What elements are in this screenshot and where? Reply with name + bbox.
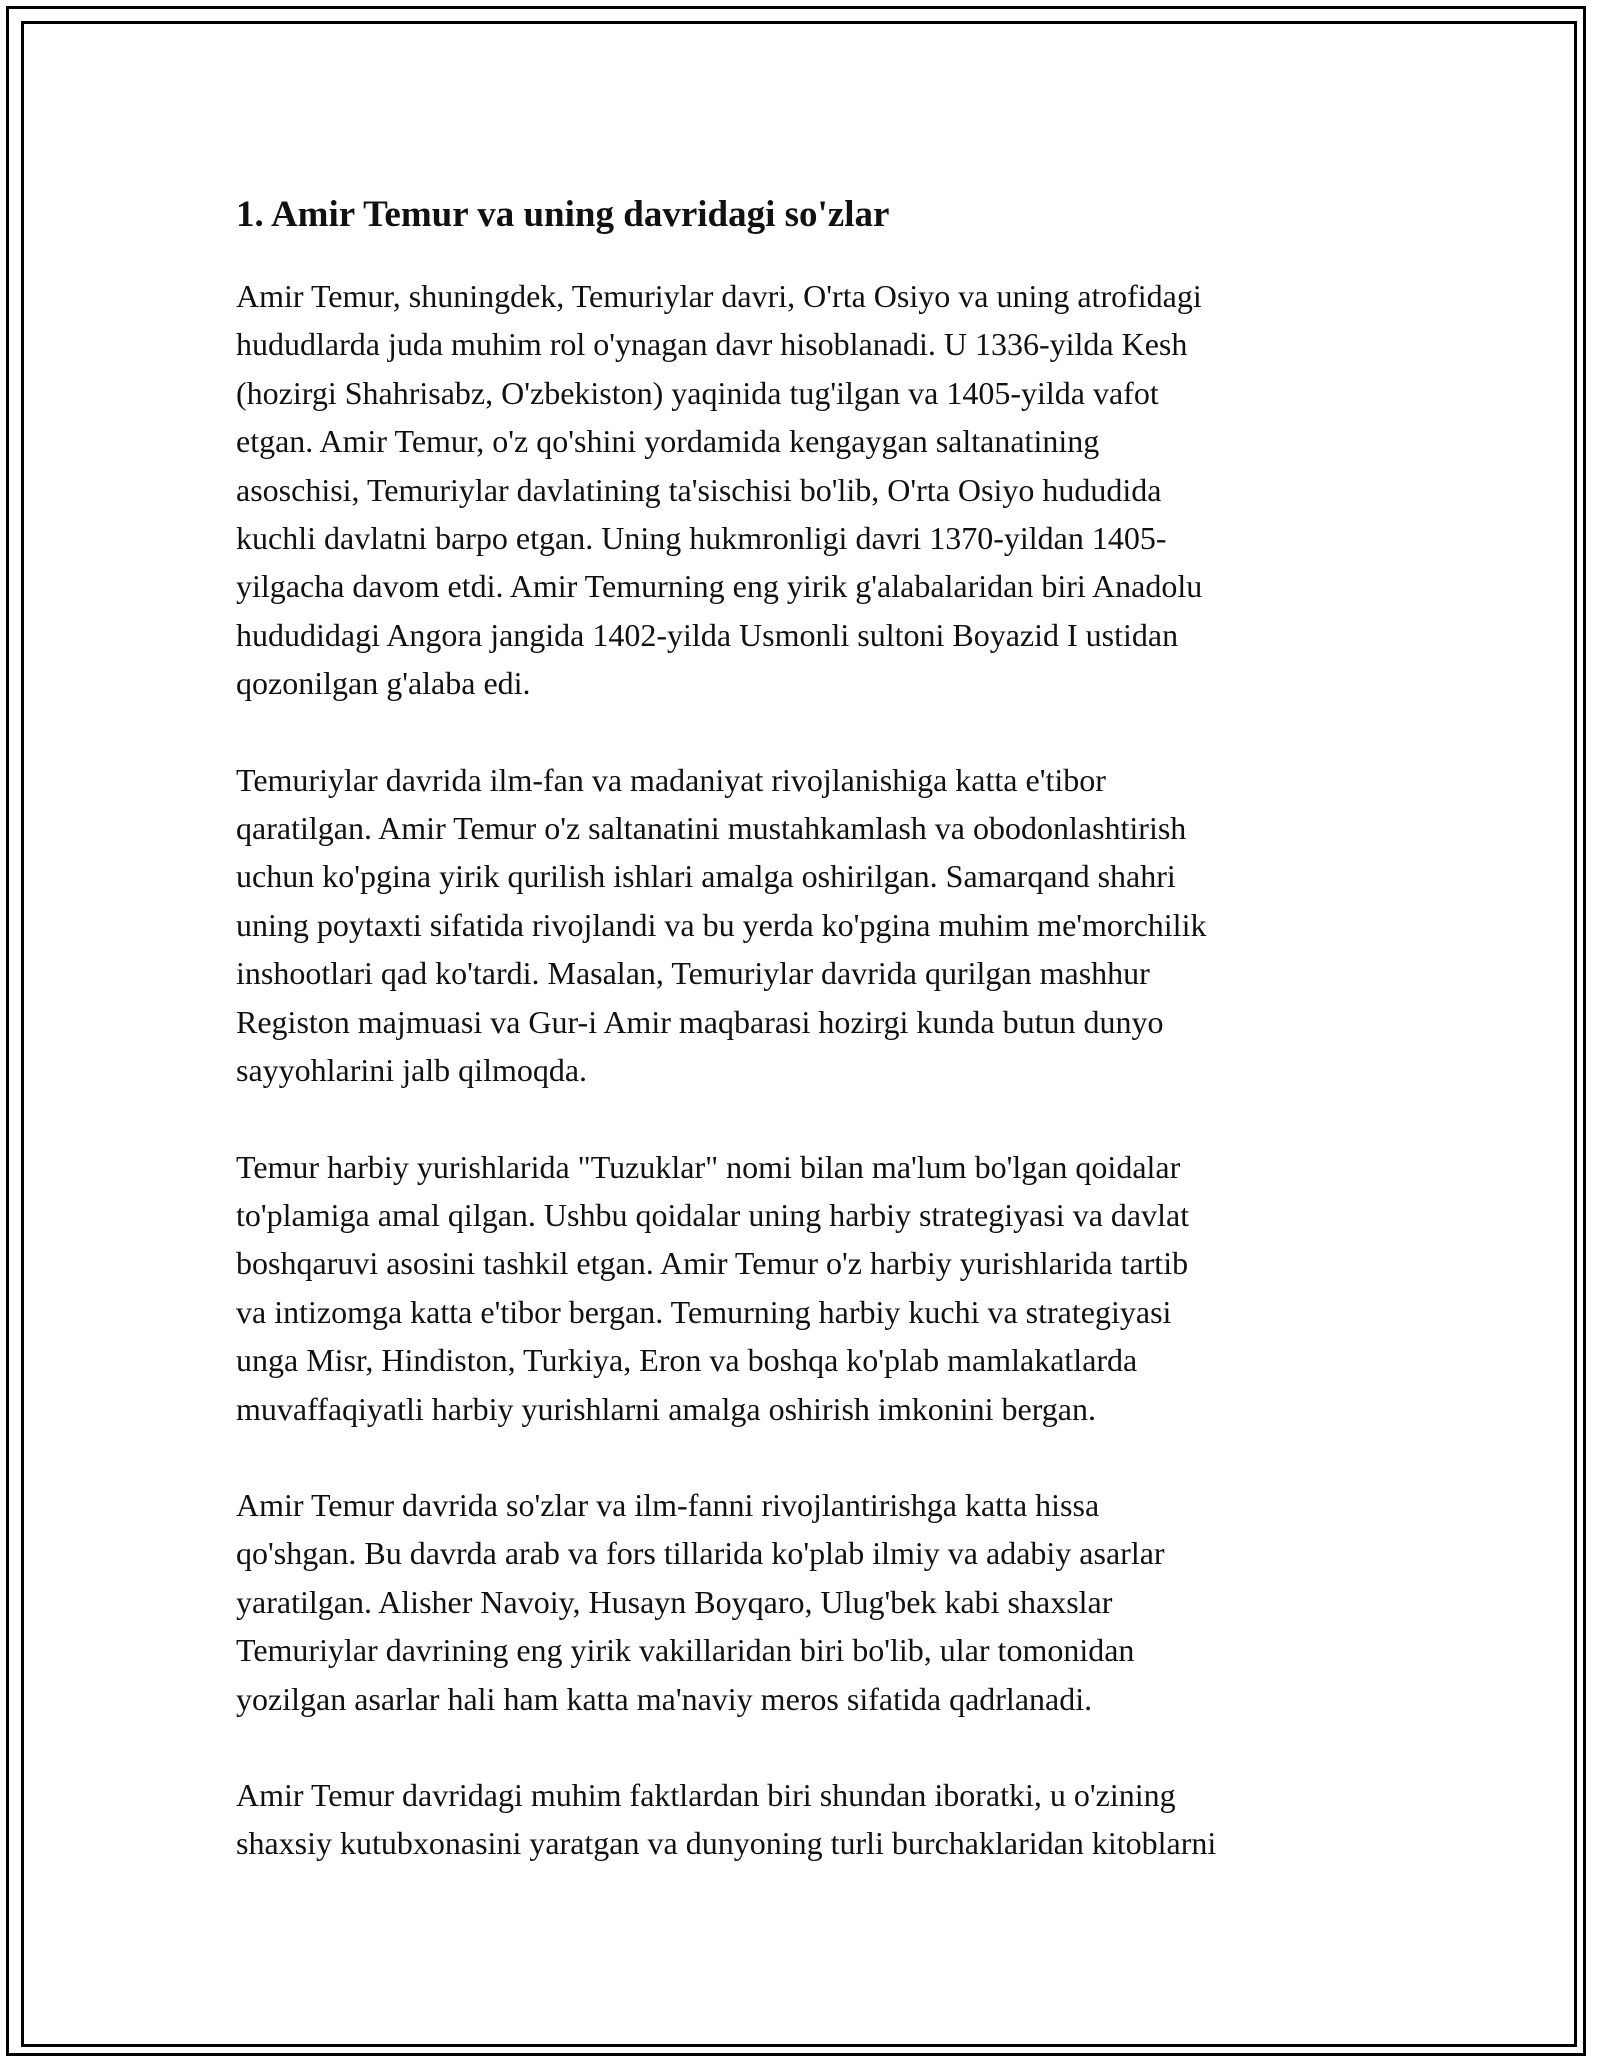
paragraph-2: Temuriylar davrida ilm-fan va madaniyat rivojlanishiga katta e'tibor qaratilgan. Amir Temur o'z saltanatini mustahkamlash va obodonlashtirish uchun ko'pgina yirik qurilish ishlari amalga oshirilgan. Samarqand shahri uning poytaxti sifatida rivojlandi va bu yerda ko'pgina muhim me'morchilik inshootlari qad ko'tardi. Masalan, Temuriylar davrida qurilgan mashhur Registon majmuasi va Gur-i Amir maqbarasi hozirgi kunda butun dunyo sayyohlarini jalb qilmoqda. bbox=[236, 761, 1207, 1089]
paragraph-4: Amir Temur davrida so'zlar va ilm-fanni rivojlantirishga katta hissa qo'shgan. Bu davrda arab va fors tillarida ko'plab ilmiy va adabiy asarlar yaratilgan. Alisher Navoiy, Husayn Boyqaro, Ulug'bek kabi shaxslar Temuriylar davrining eng yirik vakillaridan biri bo'lib, ular tomonidan yozilgan asarlar hali ham katta ma'naviy meros sifatida qadrlanadi. bbox=[236, 1486, 1165, 1717]
paragraph-1: Amir Temur, shuningdek, Temuriylar davri, O'rta Osiyo va uning atrofidagi hududlarda juda muhim rol o'ynagan davr hisoblanadi. U 1336-yilda Kesh (hozirgi Shahrisabz, O'zbekiston) yaqinida tug'ilgan va 1405-yilda vafot etgan. Amir Temur, o'z qo'shini yordamida kengaygan saltanatining asoschisi, Temuriylar davlatining ta'sischisi bo'lib, O'rta Osiyo hududida kuchli davlatni barpo etgan. Uning hukmronligi davri 1370-yildan 1405- yilgacha davom etdi. Amir Temurning eng yirik g'alabalaridan biri Anadolu hududidagi Angora jangida 1402-yilda Usmonli sultoni Boyazid I ustidan qozonilgan g'alaba edi. bbox=[236, 278, 1203, 702]
paragraph-3: Temur harbiy yurishlarida "Tuzuklar" nomi bilan ma'lum bo'lgan qoidalar to'plamiga amal qilgan. Ushbu qoidalar uning harbiy strategiyasi va davlat boshqaruvi asosini tashkil etgan. Amir Temur o'z harbiy yurishlarida tartib va intizomga katta e'tibor bergan. Temurning harbiy kuchi va strategiyasi unga Misr, Hindiston, Turkiya, Eron va boshqa ko'plab mamlakatlarda muvaffaqiyatli harbiy yurishlarni amalga oshirish imkonini bergan. bbox=[236, 1148, 1190, 1427]
paragraph-5: Amir Temur davridagi muhim faktlardan biri shundan iboratki, u o'zining shaxsiy kutubxonasini yaratgan va dunyoning turli burchaklaridan kitoblarni bbox=[236, 1776, 1217, 1862]
document-body bbox=[236, 180, 1376, 1916]
section-heading: 1. Amir Temur va uning davridagi so'zlar bbox=[236, 194, 890, 235]
